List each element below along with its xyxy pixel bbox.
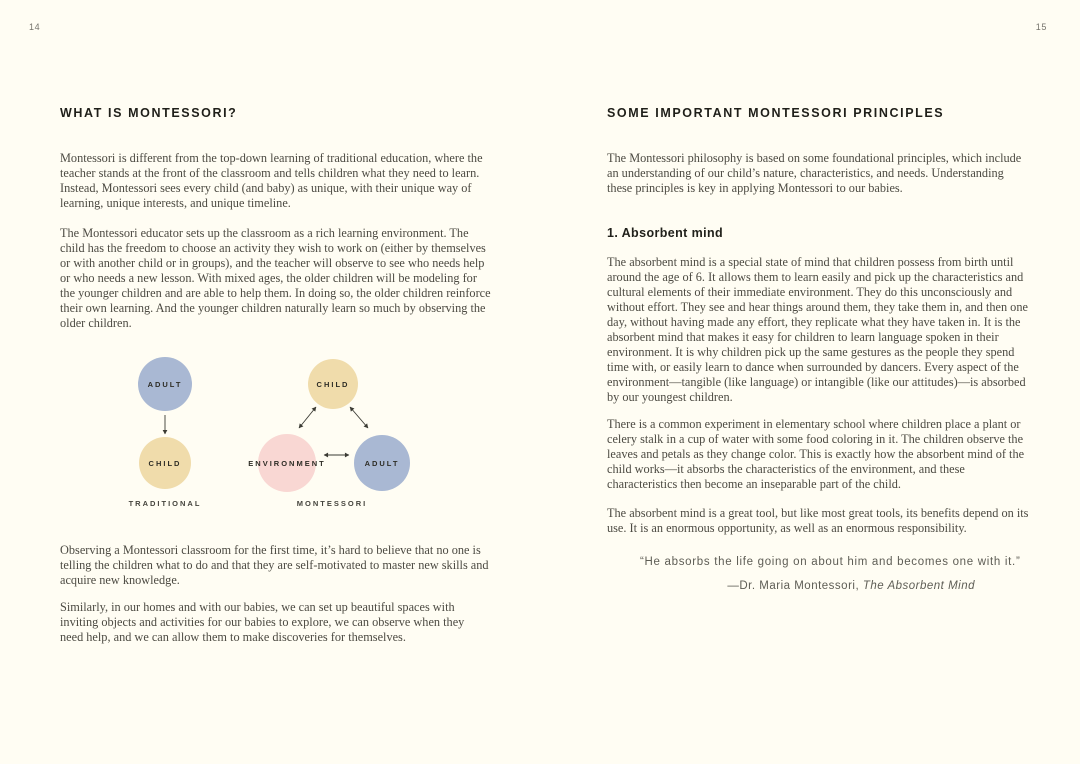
- montessori-quote: “He absorbs the life going on about him and becomes one with it.”: [640, 556, 1021, 568]
- quote-book-title: The Absorbent Mind: [862, 580, 975, 592]
- quote-attribution-prefix: —Dr. Maria Montessori,: [727, 580, 863, 592]
- montessori-group-label: MONTESSORI: [296, 499, 368, 508]
- left-paragraph-1: Montessori is different from the top-down learning of traditional education, where the teacher stands at the front of the classroom and tells children what they need to learn. Instead, Montessori sees every child (and baby) as unique, with their unique way of learning, unique interests, and unique timeline.: [60, 151, 483, 210]
- left-page-title: WHAT IS MONTESSORI?: [60, 106, 238, 120]
- montessori-adult-label: ADULT: [364, 459, 400, 468]
- left-paragraph-3: Observing a Montessori classroom for the first time, it’s hard to believe that no one is telling the children what to do and that they are self-motivated to master new skills and acquire new knowledge.: [60, 543, 489, 587]
- montessori-vs-traditional-diagram: [100, 342, 440, 517]
- right-page-title: SOME IMPORTANT MONTESSORI PRINCIPLES: [607, 106, 945, 120]
- traditional-group-label: TRADITIONAL: [128, 499, 202, 508]
- right-paragraph-3: The absorbent mind is a great tool, but like most great tools, its benefits depend on its use. It is an enormous opportunity, as well as an enormous responsibility.: [607, 506, 1029, 535]
- right-paragraph-1: The absorbent mind is a special state of mind that children possess from birth until around the age of 6. It allows them to learn easily and pick up the characteristics and cultural elements of their immediate environment. They do this unconsciously and without effort. They see and hear things around them, they take them in, and then one day, without having made any effort, they replicate what they have taken in. It is the absorbent mind that makes it easy for children to learn language spoken in their environment. It is why children pick up the same gestures as the people they spend time with, or easily learn to dance when surrounded by dancers. Every aspect of the environment—tangible (like language) or intangible (like our attitudes)—is absorbed by our youngest children.: [607, 255, 1028, 404]
- quote-attribution: [607, 580, 975, 592]
- montessori-environment-label: ENVIRONMENT: [248, 459, 326, 468]
- arrow-child-adult: [350, 407, 368, 428]
- arrow-child-environment: [299, 407, 316, 428]
- right-intro-paragraph: The Montessori philosophy is based on some foundational principles, which include an understanding of our child’s nature, characteristics, and needs. Understanding these principles is key in applying Montessori to our babies.: [607, 151, 1022, 195]
- left-paragraph-4: Similarly, in our homes and with our babies, we can set up beautiful spaces with inviting objects and activities for our babies to explore, we can observe when they need help, and we can allow them to make discoveries for themselves.: [60, 600, 465, 644]
- montessori-child-label: CHILD: [316, 380, 350, 389]
- page-number-right: 15: [1035, 22, 1047, 32]
- traditional-child-label: CHILD: [148, 459, 182, 468]
- left-paragraph-2: The Montessori educator sets up the classroom as a rich learning environment. The child has the freedom to choose an activity they wish to work on (either by themselves or with another child or in groups), and the teacher will observe to see who needs help or who needs a new lesson. With mixed ages, the older children will be modeling for the younger children and are able to help them. In doing so, the older children reinforce their own learning. And the younger children naturally learn so much by observing the older children.: [60, 226, 491, 330]
- right-paragraph-2: There is a common experiment in elementary school where children place a plant or celery stalk in a cup of water with some food coloring in it. The children observe the leaves and petals as they change color. This is exactly how the absorbent mind of the child works—it absorbs the characteristics of the environment, and these characteristics then become an inseparable part of the child.: [607, 417, 1025, 491]
- absorbent-mind-heading: 1. Absorbent mind: [607, 226, 724, 240]
- page-number-left: 14: [29, 22, 41, 32]
- traditional-adult-label: ADULT: [147, 380, 183, 389]
